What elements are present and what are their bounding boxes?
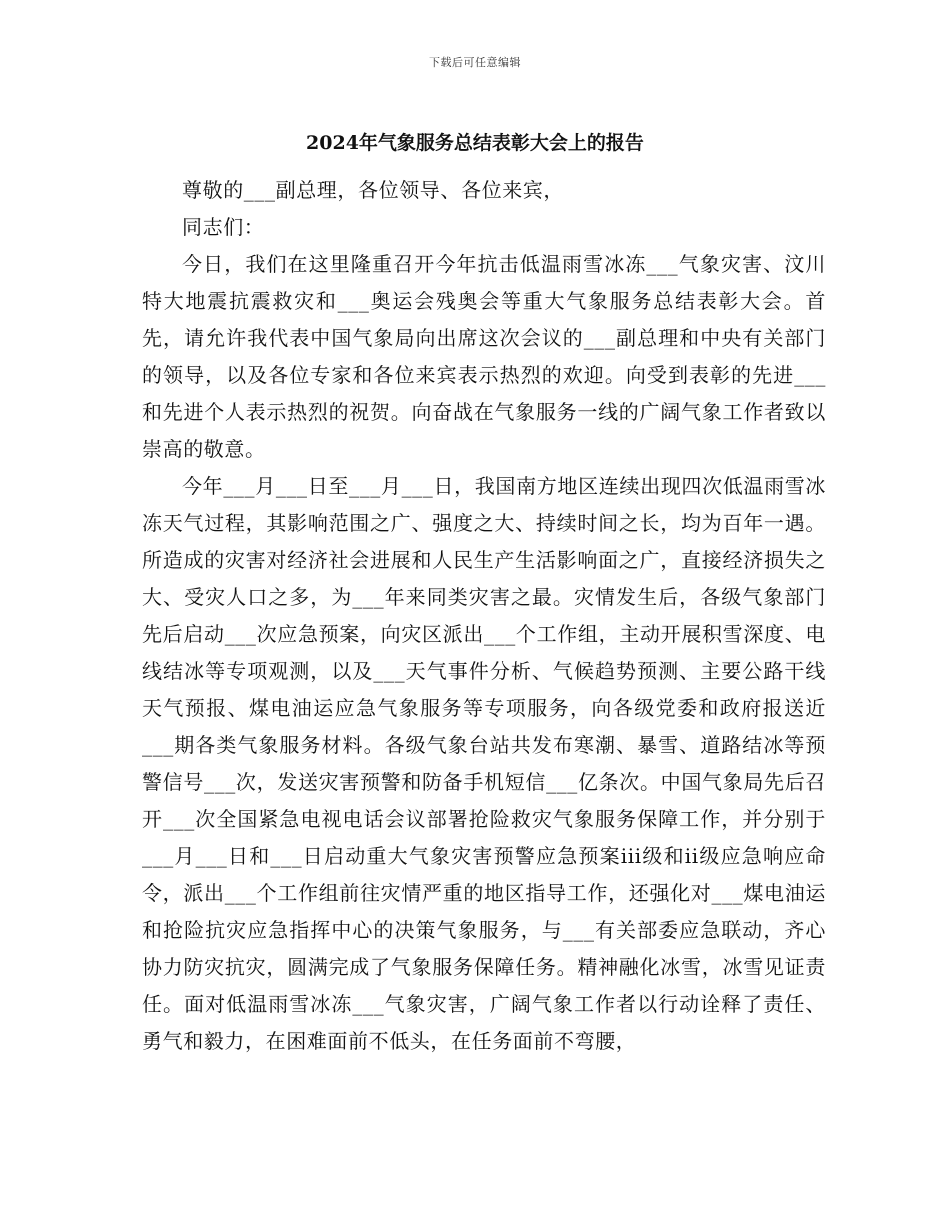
paragraph-disaster-service: 今年___月___日至___月___日，我国南方地区连续出现四次低温雨雪冰冻天气过程，其影响范围之广、强度之大、持续时间之长，均为百年一遇。所造成的灾害对经济社会进展和人民生产生活影响面之广，直接经济损失之大、受灾人口之多，为___年来同类灾害之最。灾情发生后，各级气象部门先后启动___次应急预案，向灾区派出___个工作组，主动开展积雪深度、电线结冰等专项观测，以及___天气事件分析、气候趋势预测、主要公路干线天气预报、煤电油运应急气象服务等专项服务，向各级党委和政府报送近___期各类气象服务材料。各级气象台站共发布寒潮、暴雪、道路结冰等预警信号___次，发送灾害预警和防备手机短信___亿条次。中国气象局先后召开___次全国紧急电视电话会议部署抢险救灾气象服务保障工作，并分别于___月___日和___日启动重大气象灾害预警应急预案iii级和ii级应急响应命令，派出___个工作组前往灾情严重的地区指导工作，还强化对___煤电油运和抢险抗灾应急指挥中心的决策气象服务，与___有关部委应急联动，齐心协力防灾抗灾，圆满完成了气象服务保障任务。精神融化冰雪，冰雪见证责任。面对低温雨雪冰冻___气象灾害，广阔气象工作者以行动诠释了责任、勇气和毅力，在困难面前不低头，在任务面前不弯腰，	[142, 474, 826, 1053]
header-note: 下载后可任意编辑	[429, 56, 521, 69]
greeting: 同志们：	[182, 215, 265, 239]
document-title: 2024年气象服务总结表彰大会上的报告	[306, 132, 644, 154]
salutation: 尊敬的___副总理，各位领导、各位来宾，	[182, 178, 564, 202]
paragraph-opening: 今日，我们在这里隆重召开今年抗击低温雨雪冰冻___气象灾害、汶川特大地震抗震救灾和___奥运会残奥会等重大气象服务总结表彰大会。首先，请允许我代表中国气象局向出席这次会议的___副总理和中央有关部门的领导，以及各位专家和各位来宾表示热烈的欢迎。向受到表彰的先进___和先进个人表示热烈的祝贺。向奋战在气象服务一线的广阔气象工作者致以崇高的敬意。	[142, 252, 826, 461]
document-body	[142, 172, 826, 1060]
